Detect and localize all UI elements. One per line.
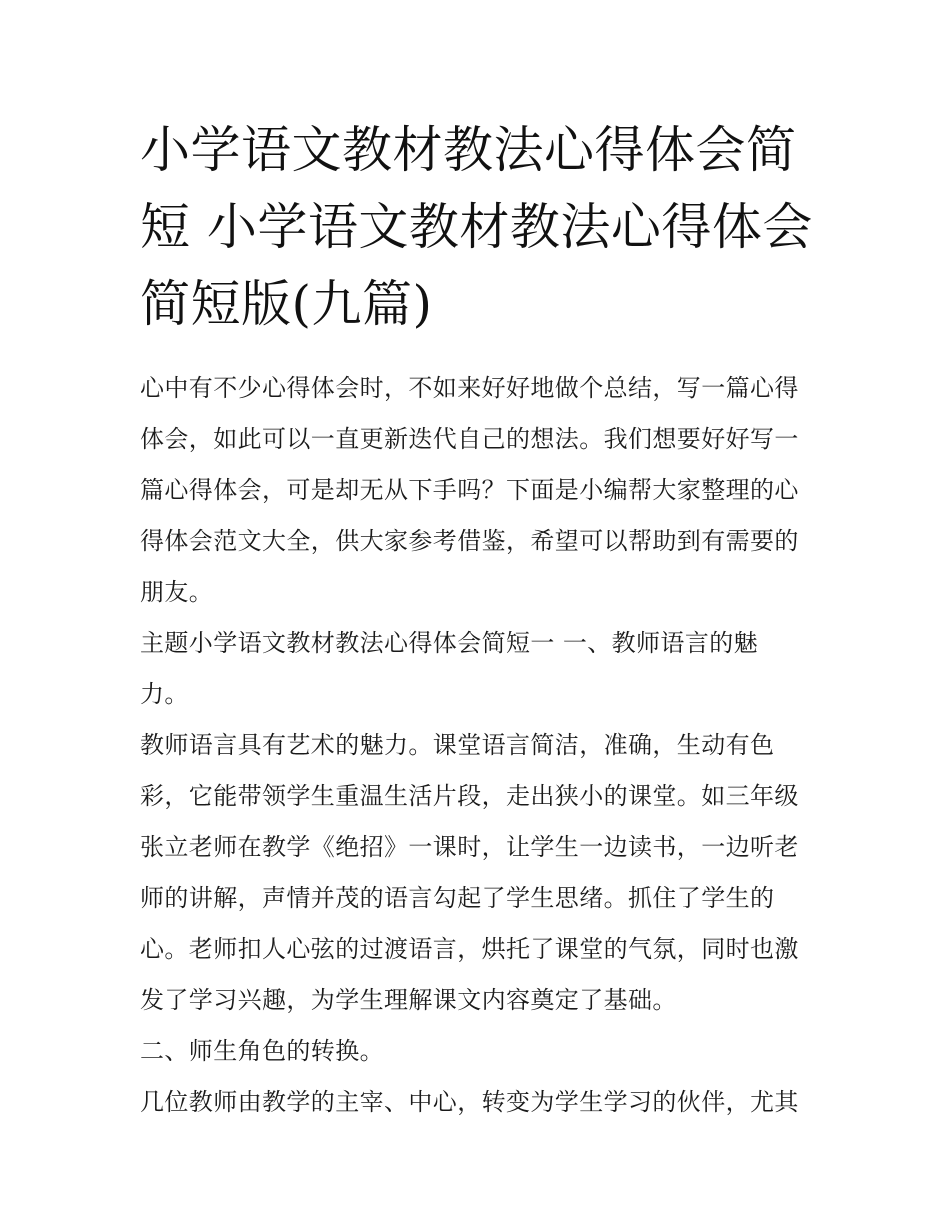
role-change-heading: [140, 1026, 820, 1077]
title-line: 小学语文教材教法心得体会简: [140, 121, 797, 179]
text-line: 篇心得体会，可是却无从下手吗？下面是小编帮大家整理的心: [140, 476, 799, 504]
text-line: 主题小学语文教材教法心得体会简短一 一、教师语言的魅: [140, 629, 759, 657]
role-change-paragraph: [140, 1077, 820, 1128]
title-line: 简短版(九篇): [140, 275, 433, 333]
text-line: 张立老师在教学《绝招》一课时，让学生一边读书，一边听老: [140, 833, 799, 861]
teacher-language-paragraph: [140, 720, 820, 1026]
intro-paragraph: [140, 363, 820, 618]
text-line: 彩，它能带领学生重温生活片段，走出狭小的课堂。如三年级: [140, 782, 799, 810]
text-line: 几位教师由教学的主宰、中心，转变为学生学习的伙伴，尤其: [140, 1088, 799, 1116]
text-line: 体会，如此可以一直更新迭代自己的想法。我们想要好好写一: [140, 425, 799, 453]
title-line: 短 小学语文教材教法心得体会: [140, 198, 813, 256]
text-line: 教师语言具有艺术的魅力。课堂语言简洁，准确，生动有色: [140, 731, 775, 759]
text-line: 朋友。: [140, 578, 214, 606]
text-line: 力。: [140, 680, 189, 708]
text-line: 心中有不少心得体会时，不如来好好地做个总结，写一篇心得: [140, 374, 799, 402]
text-line: 二、师生角色的转换。: [140, 1037, 384, 1065]
document-title: [140, 112, 820, 343]
text-line: 师的讲解，声情并茂的语言勾起了学生思绪。抓住了学生的: [140, 884, 775, 912]
text-line: 发了学习兴趣，为学生理解课文内容奠定了基础。: [140, 986, 677, 1014]
document-body: [140, 363, 820, 1128]
document-content: [140, 112, 820, 1128]
text-line: 得体会范文大全，供大家参考借鉴，希望可以帮助到有需要的: [140, 527, 799, 555]
text-line: 心。老师扣人心弦的过渡语言，烘托了课堂的气氛，同时也激: [140, 935, 799, 963]
section-heading-paragraph: [140, 618, 820, 720]
